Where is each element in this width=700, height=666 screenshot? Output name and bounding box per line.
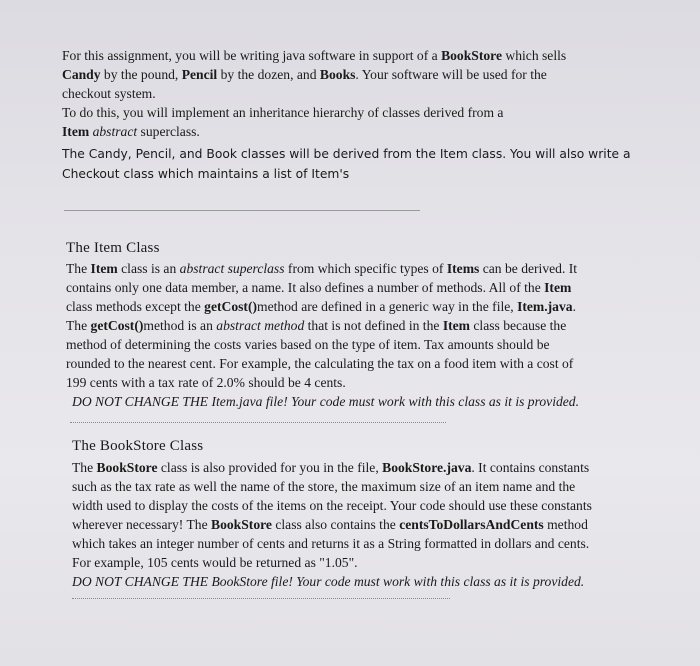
item-warning: DO NOT CHANGE THE Item.java file! Your code must work with this class as it is provided. (72, 394, 580, 409)
intro-line-7: Checkout class which maintains a list of Item's (62, 167, 350, 181)
item-line-4: The getCost()method is an abstract method that is not defined in the Item class because the (66, 318, 567, 333)
section-divider (64, 210, 420, 211)
item-line-3: class methods except the getCost()method are defined in a generic way in the file, Item.java. (66, 299, 576, 314)
item-class-heading: The Item Class (66, 240, 160, 256)
bookstore-line-3: width used to display the costs of the items on the receipt. Your code should use these constants (72, 498, 592, 513)
intro-line-3: checkout system. (62, 86, 156, 101)
bookstore-class-heading: The BookStore Class (72, 438, 204, 454)
bookstore-line-6: For example, 105 cents would be returned as "1.05". (72, 555, 358, 570)
intro-line-6: The Candy, Pencil, and Book classes will be derived from the Item class. You will also write a (62, 147, 631, 161)
item-line-5: method of determining the costs varies based on the type of item. Tax amounts should be (66, 337, 550, 352)
bookstore-line-5: which takes an integer number of cents and returns it as a String formatted in dollars and cents. (72, 536, 590, 551)
section-divider (72, 598, 450, 599)
section-divider (70, 422, 446, 423)
intro-line-5: Item abstract superclass. (62, 124, 200, 139)
item-line-1: The Item class is an abstract superclass from which specific types of Items can be derived. It (66, 261, 578, 276)
bookstore-line-1: The BookStore class is also provided for you in the file, BookStore.java. It contains constants (72, 460, 590, 475)
item-line-7: 199 cents with a tax rate of 2.0% should be 4 cents. (66, 375, 346, 390)
bookstore-line-4: wherever necessary! The BookStore class also contains the centsToDollarsAndCents method (72, 517, 588, 532)
bookstore-line-2: such as the tax rate as well the name of the store, the maximum size of an item name and the (72, 479, 576, 494)
intro-line-2: Candy by the pound, Pencil by the dozen, and Books. Your software will be used for the (62, 67, 547, 82)
item-line-6: rounded to the nearest cent. For example, the calculating the tax on a food item with a cost of (66, 356, 574, 371)
bookstore-warning: DO NOT CHANGE THE BookStore file! Your code must work with this class as it is provided. (72, 574, 585, 589)
intro-line-1: For this assignment, you will be writing java software in support of a BookStore which sells (62, 48, 567, 63)
item-line-2: contains only one data member, a name. It also defines a number of methods. All of the Item (66, 280, 572, 295)
intro-line-4: To do this, you will implement an inheritance hierarchy of classes derived from a (62, 105, 504, 120)
